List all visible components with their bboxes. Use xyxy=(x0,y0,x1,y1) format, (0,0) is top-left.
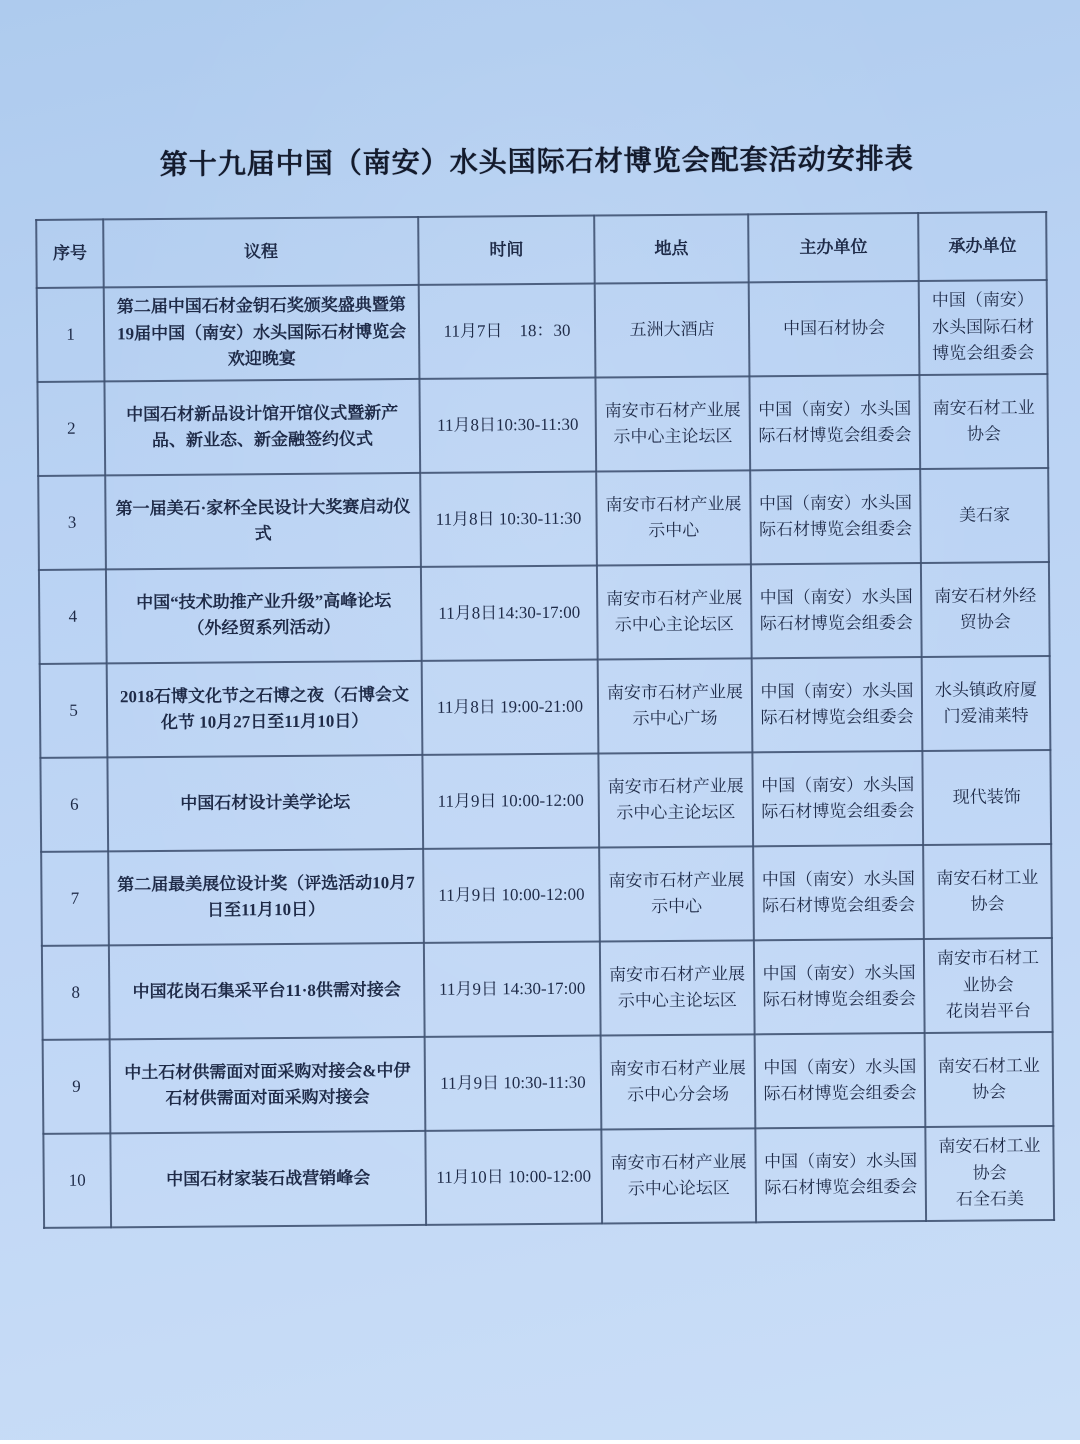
cell-organizer: 中国（南安）水头国际石材博览会组委会 xyxy=(755,1127,926,1222)
cell-no: 1 xyxy=(37,287,105,382)
table-row xyxy=(43,1032,1054,1134)
cell-time: 11月8日 10:30-11:30 xyxy=(420,472,597,567)
col-header-agenda: 议程 xyxy=(103,217,419,287)
cell-no: 2 xyxy=(37,381,105,476)
header-row xyxy=(36,212,1047,288)
table-row xyxy=(39,562,1050,664)
cell-agenda: 第二届中国石材金钥石奖颁奖盛典暨第19届中国（南安）水头国际石材博览会欢迎晚宴 xyxy=(104,285,420,381)
cell-agenda: 中国石材新品设计馆开馆仪式暨新产品、新业态、新金融签约仪式 xyxy=(104,379,420,475)
cell-agenda: 2018石博文化节之石博之夜（石博会文化节 10月27日至11月10日） xyxy=(107,661,423,757)
table-row xyxy=(37,280,1048,382)
cell-location: 南安市石材产业展示中心主论坛区 xyxy=(595,376,750,471)
cell-undertaker: 南安石材外经贸协会 xyxy=(921,562,1050,657)
cell-time: 11月9日 10:30-11:30 xyxy=(425,1036,602,1131)
cell-undertaker: 南安石材工业协会 xyxy=(923,844,1052,939)
cell-organizer: 中国（南安）水头国际石材博览会组委会 xyxy=(750,469,921,564)
cell-no: 9 xyxy=(43,1039,111,1134)
table-row xyxy=(42,938,1053,1040)
cell-undertaker: 南安石材工业协会 xyxy=(925,1032,1054,1127)
cell-time: 11月8日14:30-17:00 xyxy=(421,566,598,661)
col-header-no: 序号 xyxy=(36,219,104,288)
table-row xyxy=(38,468,1049,570)
table-row xyxy=(40,656,1051,758)
cell-time: 11月7日 18：30 xyxy=(419,284,596,379)
cell-location: 南安市石材产业展示中心 xyxy=(596,470,751,565)
cell-time: 11月8日10:30-11:30 xyxy=(419,378,596,473)
cell-agenda: 中土石材供需面对面采购对接会&中伊石材供需面对面采购对接会 xyxy=(110,1037,426,1133)
cell-organizer: 中国（南安）水头国际石材博览会组委会 xyxy=(752,657,923,752)
cell-location: 五洲大酒店 xyxy=(595,282,750,377)
cell-time: 11月9日 10:00-12:00 xyxy=(422,754,599,849)
cell-organizer: 中国（南安）水头国际石材博览会组委会 xyxy=(752,751,923,846)
table-header xyxy=(36,212,1047,288)
table-body xyxy=(37,280,1054,1228)
cell-location: 南安市石材产业展示中心论坛区 xyxy=(601,1128,756,1223)
cell-no: 5 xyxy=(40,663,108,758)
cell-location: 南安市石材产业展示中心主论坛区 xyxy=(597,564,752,659)
cell-no: 3 xyxy=(38,475,106,570)
cell-location: 南安市石材产业展示中心主论坛区 xyxy=(600,940,755,1035)
cell-organizer: 中国（南安）水头国际石材博览会组委会 xyxy=(749,375,920,470)
cell-undertaker: 现代装饰 xyxy=(922,750,1051,845)
table-row xyxy=(41,844,1052,946)
cell-undertaker: 美石家 xyxy=(920,468,1049,563)
cell-organizer: 中国（南安）水头国际石材博览会组委会 xyxy=(751,563,922,658)
cell-undertaker: 南安石材工业协会 石全石美 xyxy=(925,1126,1054,1221)
col-header-organizer: 主办单位 xyxy=(748,213,919,282)
cell-organizer: 中国（南安）水头国际石材博览会组委会 xyxy=(755,1033,926,1128)
schedule-table xyxy=(35,211,1055,1229)
cell-agenda: 中国石材家装石战营销峰会 xyxy=(110,1131,426,1227)
cell-agenda: 中国“技术助推产业升级”高峰论坛 （外经贸系列活动） xyxy=(106,567,422,663)
cell-location: 南安市石材产业展示中心主论坛区 xyxy=(598,752,753,847)
table-row xyxy=(40,750,1051,852)
table-row xyxy=(43,1126,1054,1228)
col-header-undertaker: 承办单位 xyxy=(918,212,1047,281)
cell-organizer: 中国（南安）水头国际石材博览会组委会 xyxy=(753,845,924,940)
cell-agenda: 第二届最美展位设计奖（评选活动10月7日至11月10日） xyxy=(108,849,424,945)
cell-undertaker: 中国（南安）水头国际石材博览会组委会 xyxy=(919,280,1048,375)
col-header-location: 地点 xyxy=(594,214,749,283)
cell-organizer: 中国石材协会 xyxy=(749,281,920,376)
cell-location: 南安市石材产业展示中心 xyxy=(599,846,754,941)
cell-location: 南安市石材产业展示中心分会场 xyxy=(601,1034,756,1129)
table-row xyxy=(37,374,1048,476)
cell-time: 11月10日 10:00-12:00 xyxy=(425,1130,602,1225)
cell-organizer: 中国（南安）水头国际石材博览会组委会 xyxy=(754,939,925,1034)
cell-no: 8 xyxy=(42,945,110,1040)
cell-agenda: 第一届美石·家杯全民设计大奖赛启动仪式 xyxy=(105,473,421,569)
cell-time: 11月9日 14:30-17:00 xyxy=(424,942,601,1037)
cell-undertaker: 南安石材工业协会 xyxy=(919,374,1048,469)
cell-time: 11月8日 19:00-21:00 xyxy=(422,660,599,755)
cell-undertaker: 水头镇政府厦门爱浦莱特 xyxy=(922,656,1051,751)
cell-no: 10 xyxy=(43,1133,111,1228)
cell-time: 11月9日 10:00-12:00 xyxy=(423,848,600,943)
cell-no: 4 xyxy=(39,569,107,664)
cell-agenda: 中国石材设计美学论坛 xyxy=(107,755,423,851)
cell-agenda: 中国花岗石集采平台11·8供需对接会 xyxy=(109,943,425,1039)
cell-no: 6 xyxy=(40,757,108,852)
cell-undertaker: 南安市石材工业协会 花岗岩平台 xyxy=(924,938,1053,1033)
cell-no: 7 xyxy=(41,851,109,946)
col-header-time: 时间 xyxy=(418,216,595,285)
page-title: 第十九届中国（南安）水头国际石材博览会配套活动安排表 xyxy=(159,143,914,180)
cell-location: 南安市石材产业展示中心广场 xyxy=(598,658,753,753)
